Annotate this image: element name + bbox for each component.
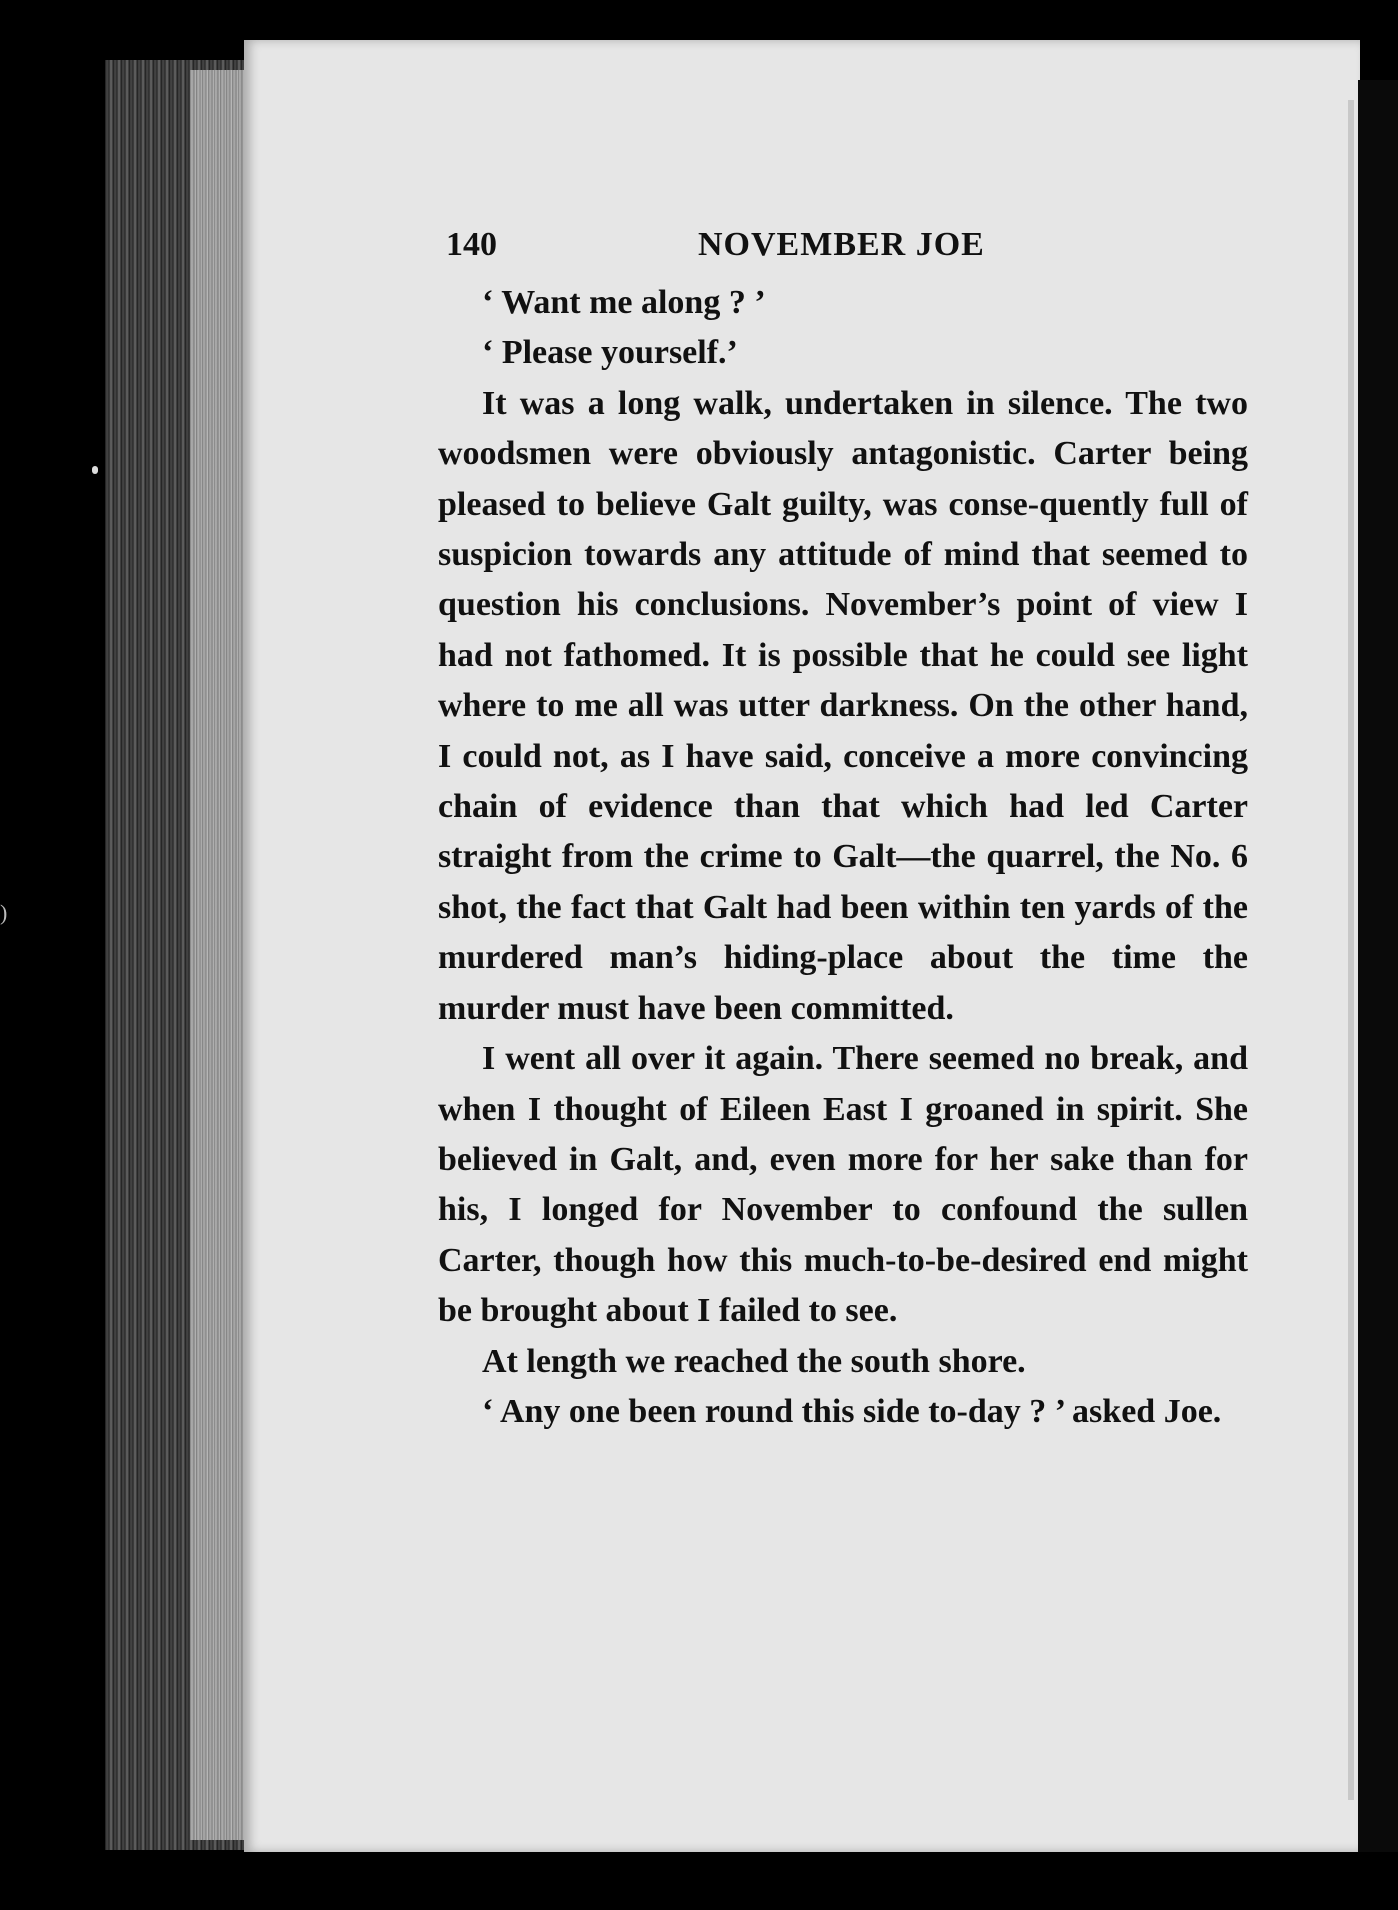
scan-margin-mark: ) <box>0 900 8 925</box>
book-page-edges-light <box>190 70 245 1840</box>
page-header <box>438 220 1248 274</box>
paragraph-dialogue-1: ‘ Want me along ? ’ <box>482 284 766 321</box>
next-page-strip <box>1358 80 1398 1852</box>
paragraph-went-over: I went all over it again. There seemed no break, and when I thought of Eileen East I groaned in spirit. She believed in Galt, and, even more for her sake than for his, I longed for November to confound the sullen Carter, though how this much-to-be-desired end might be brought about I failed to see. <box>438 1040 1248 1330</box>
paragraph-dialogue-2: ‘ Please yourself.’ <box>482 334 738 372</box>
paragraph-south-shore: At length we reached the south shore. <box>482 1342 1026 1380</box>
running-head: NOVEMBER JOE <box>698 226 985 263</box>
next-page-edge <box>1348 100 1354 1800</box>
paragraph-question: ‘ Any one been round this side to-day ? ’ asked Joe. <box>482 1392 1222 1430</box>
paragraph-long-walk: It was a long walk, undertaken in silence. The two woodsmen were obviously antagonistic. Carter being pleased to believe Galt guilty, was conse-quently full of suspicion towards any attitude of mind that seemed to question his conclusions. November’s point of view I had not fathomed. It is possible that he could see light where to me all was utter darkness. On the other hand, I could not, as I have said, conceive a more convincing chain of evidence than that which had led Carter straight from the crime to Galt—the quarrel, the No. 6 shot, the fact that Galt had been within ten yards of the murdered man’s hiding-place about the time the murder must have been committed. <box>438 384 1248 1027</box>
page-text <box>438 220 1248 1437</box>
page-number: 140 <box>446 226 497 263</box>
scan-speck <box>92 466 98 474</box>
